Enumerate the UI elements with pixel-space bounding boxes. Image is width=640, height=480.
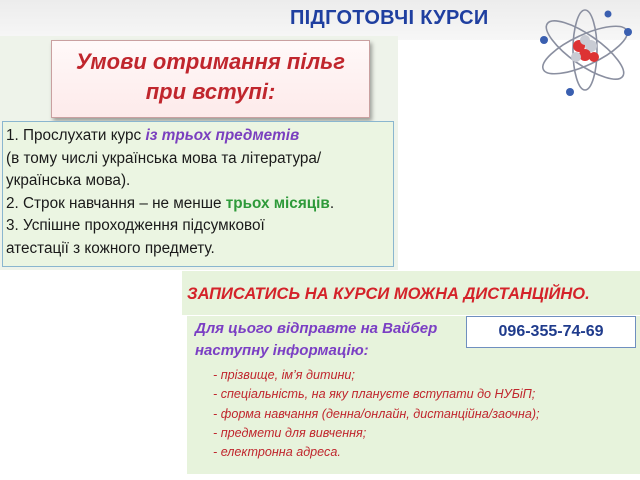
list-item: - спеціальність, на яку плануєте вступати до НУБіП;	[213, 387, 536, 402]
list-item: - форма навчання (денна/онлайн, дистанційна/заочна);	[213, 406, 540, 421]
conditions-list	[2, 121, 394, 267]
conditions-title-box	[51, 40, 370, 118]
condition-item-2-highlight: трьох місяців	[225, 194, 330, 212]
conditions-title-line1: Умови отримання пільг	[76, 49, 345, 74]
condition-item-2-suffix: .	[329, 194, 335, 212]
condition-item-3-line2: атестації з кожного предмету.	[6, 239, 215, 257]
condition-item-2	[6, 193, 393, 216]
list-item: - електронна адреса.	[213, 445, 341, 460]
condition-item-1-highlight: із трьох предметів	[145, 127, 300, 144]
condition-item-1-text: 1. Прослухати курс	[6, 127, 146, 144]
info-heading-line2: наступну інформацію:	[195, 342, 369, 359]
condition-item-1-line3: українська мова).	[6, 172, 131, 190]
condition-item-3-line1: 3. Успішне проходження підсумкової	[6, 217, 265, 235]
list-item: - предмети для вивчення;	[213, 425, 367, 440]
conditions-title-line2: при вступі:	[145, 79, 276, 104]
condition-item-1-line2: (в тому числі українська мова та література/	[6, 149, 322, 167]
condition-item-2-text: 2. Строк навчання – не менше	[6, 194, 226, 212]
info-heading-line1: Для цього відправте на Вайбер	[195, 320, 438, 337]
required-info-list	[213, 366, 540, 462]
distance-enroll-text: ЗАПИСАТИСЬ НА КУРСИ МОЖНА ДИСТАНЦІЙНО.	[187, 285, 590, 303]
viber-phone-number[interactable]: 096-355-74-69	[466, 316, 636, 348]
condition-item-1	[6, 125, 393, 148]
atom-molecule-icon	[530, 2, 640, 98]
list-item: - прізвище, ім’я дитини;	[213, 368, 355, 382]
page-title: ПІДГОТОВЧІ КУРСИ	[290, 7, 489, 29]
info-heading	[195, 318, 437, 362]
